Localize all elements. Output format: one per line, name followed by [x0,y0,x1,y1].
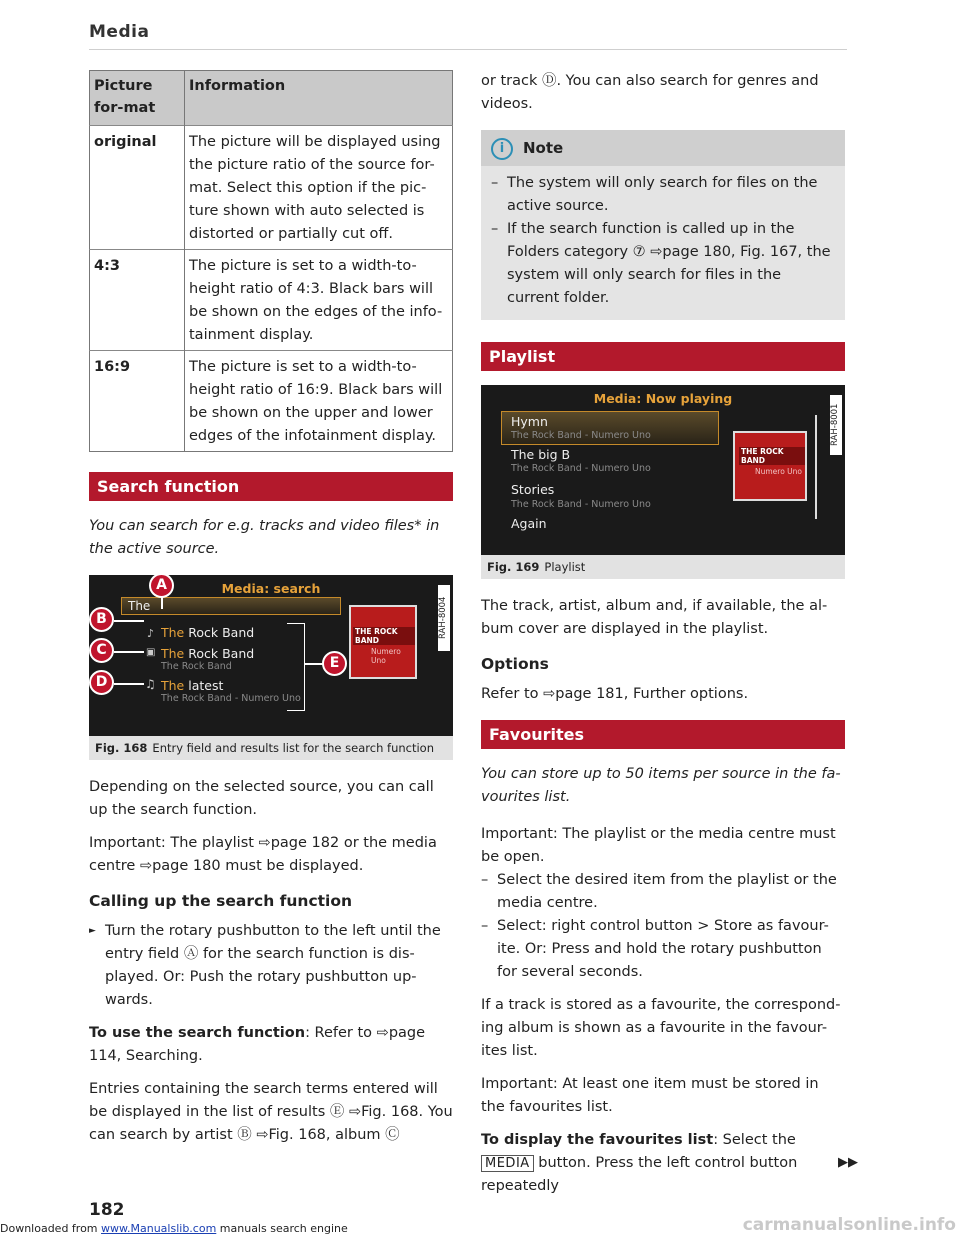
result-row-1 [161,625,254,640]
cover-band-name: THE ROCK BAND [739,447,805,465]
result-row-3-sub: The Rock Band - Numero Uno [161,693,301,704]
table-row [90,126,453,250]
callout-e: E [322,651,347,676]
table-cell-format: 16:9 [90,351,185,452]
screen-title: Media: search [221,581,321,596]
playlist-screen [481,385,845,555]
left-column [89,70,453,1157]
section-title-search: Search function [89,472,453,501]
favourites-paragraph-2: If a track is stored as a favourite, the correspond-ing album is shown as a favourite in the favour-ites list. [481,997,841,1059]
playlist-paragraph: The track, artist, album and, if available, the al-bum cover are displayed in the playlist. [481,598,828,637]
favourites-step: – Select: right control button > Store as favour-ite. Or: Press and hold the rotary pushbutton for several seconds. [481,915,845,984]
callout-b: B [89,607,114,632]
table-cell-info: The picture is set to a width-to-height ratio of 16:9. Black bars will be shown on the upper and lower edges of the infotainment display. [185,351,453,452]
callout-d: D [89,670,114,695]
table-cell-format: 4:3 [90,250,185,351]
display-text: : Select the [713,1132,796,1148]
footer-download [0,1222,348,1235]
playlist-item-1: Hymn [511,414,548,429]
footer-watermark: carmanualsonline.info [742,1215,956,1235]
search-continuation: or track Ⓓ. You can also search for genres and videos. [481,73,819,112]
section-title-favourites: Favourites [481,720,845,749]
playlist-item-3-sub: The Rock Band - Numero Uno [511,499,651,510]
calling-heading: Calling up the search function [89,892,353,910]
cover-album-name: Numero Uno [371,647,401,665]
use-search-label: To use the search function [89,1025,306,1041]
favourites-steps [481,869,845,984]
cover-band-name: THE ROCK BAND [353,627,415,645]
result-rest: latest [184,678,224,693]
favourites-paragraph-1: Important: The playlist or the media centre must be open. [481,826,836,865]
result-prefix: The [161,678,185,693]
playlist-item-2-sub: The Rock Band - Numero Uno [511,463,651,474]
figure-number: Fig. 169 [487,560,540,574]
album-cover [349,605,417,679]
note-item: – If the search function is called up in the Folders category ⑦ ⇨page 180, Fig. 167, the system will only search for files in the current folder. [491,218,835,310]
table-header-row [90,71,453,126]
result-row-3-icon: ♫ [145,677,156,691]
page-section-title: Media [89,22,150,42]
table-row [90,351,453,452]
result-rest: Rock Band [184,646,255,661]
display-tail: button. Press the left control button repeatedly [481,1155,798,1194]
search-paragraph-2: Important: The playlist ⇨page 182 or the media centre ⇨page 180 must be displayed. [89,835,437,874]
note-header [481,130,845,166]
table-cell-info: The picture is set to a width-to-height ratio of 4:3. Black bars will be shown on the edges of the info-tainment display. [185,250,453,351]
figure-caption-text: Playlist [544,560,586,574]
table-cell-info: The picture will be displayed using the picture ratio of the source for-mat. Select this option if the pic-ture shown with auto selected is distorted or partially cut off. [185,126,453,250]
favourites-step: – Select the desired item from the playlist or the media centre. [481,869,845,915]
callout-d-line [114,683,144,685]
page-header [89,22,847,50]
footer-site-link[interactable]: www.Manualslib.com [101,1222,217,1235]
media-key: MEDIA [481,1155,534,1172]
right-column [481,70,845,1208]
result-prefix: The [161,646,185,661]
entry-field-text: The [128,599,151,613]
callout-c: C [89,638,114,663]
result-row-2-sub: The Rock Band [161,661,232,672]
figure-code: RAH-8001 [830,395,842,455]
search-entry-field [121,597,341,615]
result-row-3 [161,678,223,693]
result-row-1-icon: ♪ [147,627,155,640]
results-bracket [287,623,305,711]
playlist-item-2: The big B [511,447,571,462]
calling-steps [89,920,453,1012]
table-header-format: Picture for-mat [90,71,185,126]
result-row-2-icon: ▣ [146,647,156,658]
playlist-scrollbar [815,415,817,519]
search-lead: You can search for e.g. tracks and video files* in the active source. [89,518,440,557]
favourites-lead: You can store up to 50 items per source in the fa-vourites list. [481,766,841,805]
favourites-display-paragraph [481,1129,845,1198]
callout-c-line [114,651,144,653]
result-row-2 [161,646,254,661]
figure-168 [89,575,453,760]
use-search-text: : Refer to ⇨page 114, Searching. [89,1025,426,1064]
callout-a-line [161,597,163,609]
figure-caption [481,555,845,579]
note-list [481,166,845,310]
use-search-paragraph [89,1022,453,1068]
footer-tail: manuals search engine [216,1222,348,1235]
result-rest: Rock Band [184,625,255,640]
figure-number: Fig. 168 [95,741,148,755]
calling-step: ► Turn the rotary pushbutton to the left until the entry field Ⓐ for the search function is dis-played. Or: Push the rotary pushbutton up-wards. [89,920,453,1012]
result-prefix: The [161,625,185,640]
figure-caption [89,736,453,760]
screen-title: Media: Now playing [593,391,733,406]
options-text: Refer to ⇨page 181, Further options. [481,686,749,702]
display-label: To display the favourites list [481,1132,714,1148]
note-box [481,130,845,320]
album-cover [733,431,807,501]
favourites-paragraph-3: Important: At least one item must be stored in the favourites list. [481,1076,819,1115]
playlist-item-1-sub: The Rock Band - Numero Uno [511,430,651,441]
picture-format-table [89,70,453,452]
entries-paragraph: Entries containing the search terms entered will be displayed in the list of results Ⓔ ⇨Fig. 168. You can search by artist Ⓑ ⇨Fig. 168, album Ⓒ [89,1081,453,1143]
callout-b-line [114,620,144,622]
continue-arrow-icon: ▶▶ [838,1155,858,1170]
footer-downloaded: Downloaded from [0,1222,98,1235]
playlist-item-4: Again [511,516,547,531]
page-number: 182 [89,1200,125,1220]
options-heading: Options [481,655,549,673]
table-header-information: Information [185,71,453,126]
figure-169 [481,385,845,579]
cover-album-name: Numero Uno [755,467,803,476]
search-screen [89,575,453,736]
note-item: – The system will only search for files on the active source. [491,172,835,218]
figure-code: RAH-8004 [438,585,450,651]
figure-caption-text: Entry field and results list for the search function [152,741,434,755]
table-cell-format: original [90,126,185,250]
playlist-item-3: Stories [511,482,555,497]
info-icon: i [491,138,513,160]
note-title: Note [523,139,564,157]
callout-a: A [149,575,174,598]
section-title-playlist: Playlist [481,342,845,371]
search-paragraph-1: Depending on the selected source, you can call up the search function. [89,779,434,818]
table-row [90,250,453,351]
